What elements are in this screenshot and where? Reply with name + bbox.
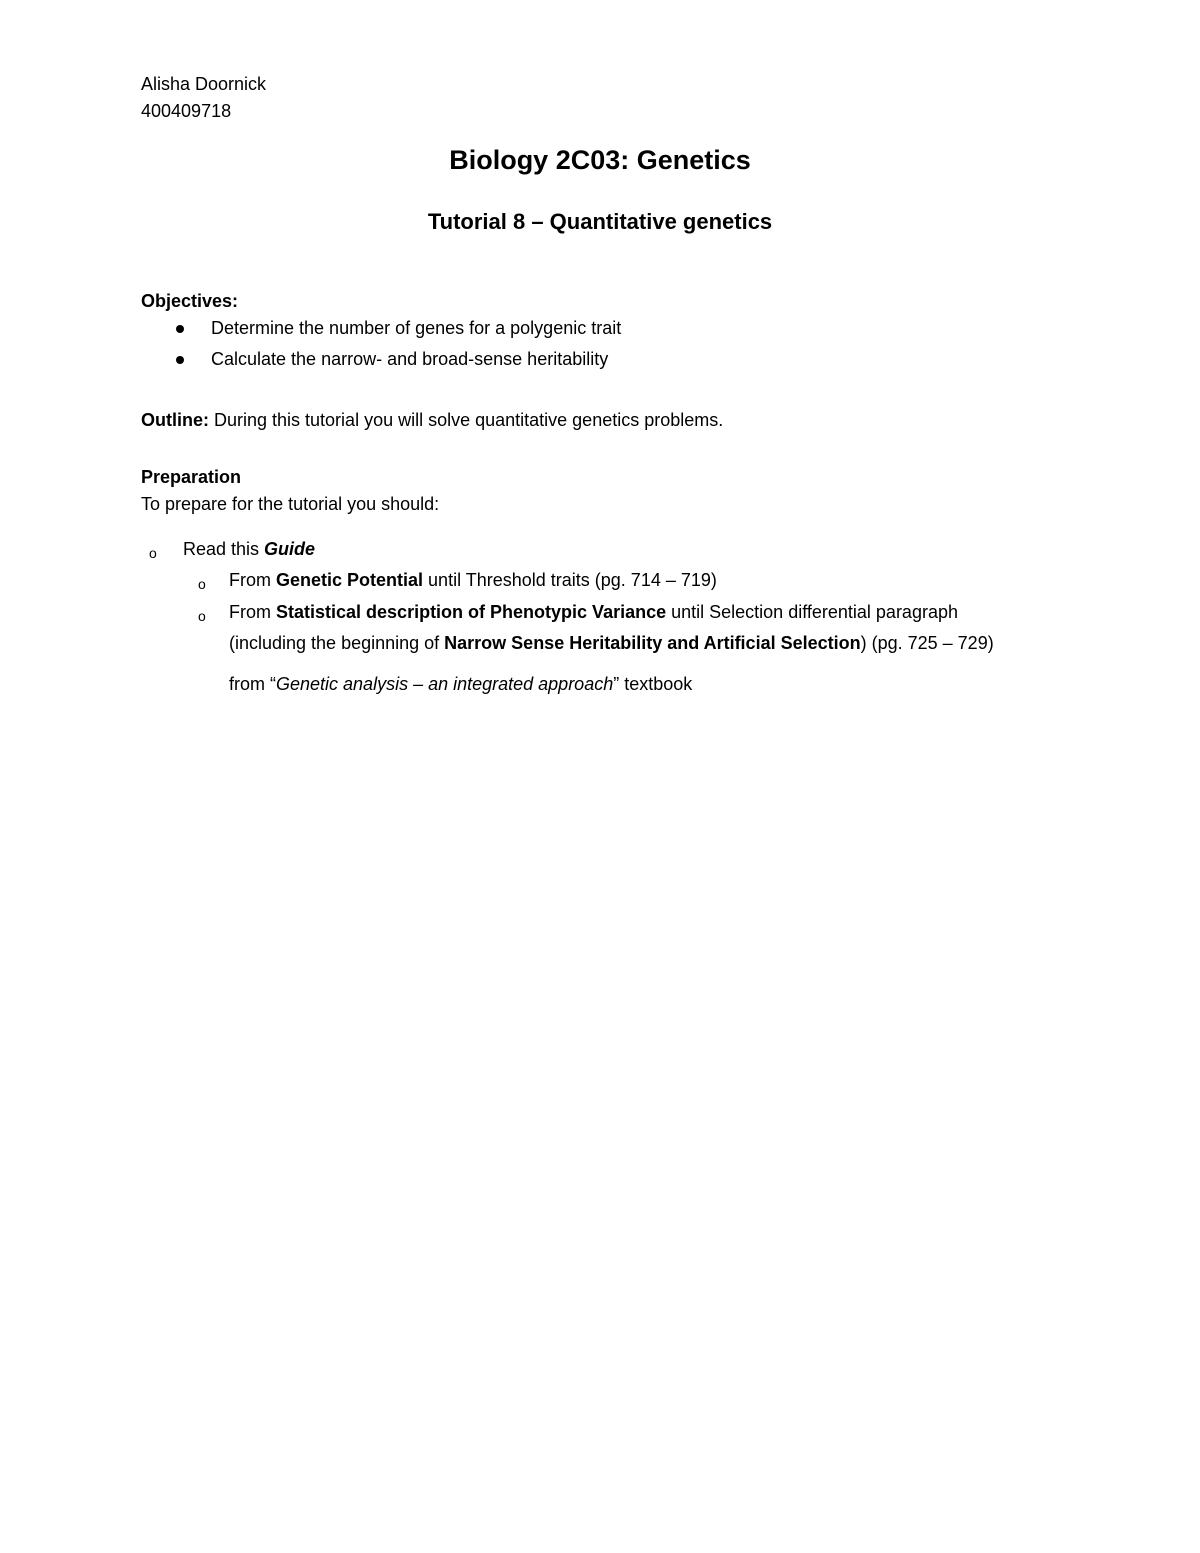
reading-section-title: Statistical description of Phenotypic Variance bbox=[276, 602, 667, 622]
circle-bullet-icon: o bbox=[198, 608, 206, 624]
author-name: Alisha Doornick bbox=[141, 74, 267, 94]
textbook-prefix: from “ bbox=[229, 674, 276, 694]
reading-item-continuation bbox=[229, 633, 994, 655]
preparation-intro: To prepare for the tutorial you should: bbox=[141, 494, 440, 514]
course-title: Biology 2C03: Genetics bbox=[449, 145, 751, 175]
outline-text: During this tutorial you will solve quantitative genetics problems. bbox=[209, 410, 724, 430]
reading-item bbox=[229, 570, 717, 592]
reading-section-title: Genetic Potential bbox=[276, 570, 424, 590]
student-id: 400409718 bbox=[141, 101, 232, 121]
textbook-reference bbox=[229, 674, 692, 696]
bullet-icon bbox=[176, 325, 184, 333]
bullet-icon bbox=[176, 356, 184, 364]
reading-prefix: (including the beginning of bbox=[229, 633, 445, 653]
reading-item bbox=[229, 602, 958, 624]
preparation-heading: Preparation bbox=[141, 467, 242, 487]
objective-item: Determine the number of genes for a polygenic trait bbox=[211, 318, 622, 338]
circle-bullet-icon: o bbox=[198, 576, 206, 592]
reading-section-title: Narrow Sense Heritability and Artificial Selection bbox=[444, 633, 861, 653]
tutorial-title: Tutorial 8 – Quantitative genetics bbox=[427, 209, 773, 234]
read-guide-item bbox=[183, 539, 315, 561]
read-prefix: Read this bbox=[183, 539, 265, 559]
reading-prefix: From bbox=[229, 570, 276, 590]
textbook-suffix: ” textbook bbox=[613, 674, 693, 694]
outline-label: Outline: bbox=[141, 410, 209, 430]
textbook-title: Genetic analysis – an integrated approach bbox=[276, 674, 614, 694]
reading-prefix: From bbox=[229, 602, 276, 622]
outline-paragraph bbox=[141, 410, 723, 432]
reading-suffix: until Threshold traits (pg. 714 – 719) bbox=[423, 570, 717, 590]
reading-suffix: until Selection differential paragraph bbox=[666, 602, 958, 622]
guide-link: Guide bbox=[264, 539, 316, 559]
objectives-heading: Objectives: bbox=[141, 291, 239, 311]
reading-suffix: ) (pg. 725 – 729) bbox=[860, 633, 994, 653]
circle-bullet-icon: o bbox=[149, 545, 157, 561]
objective-item: Calculate the narrow- and broad-sense heritability bbox=[211, 349, 609, 369]
